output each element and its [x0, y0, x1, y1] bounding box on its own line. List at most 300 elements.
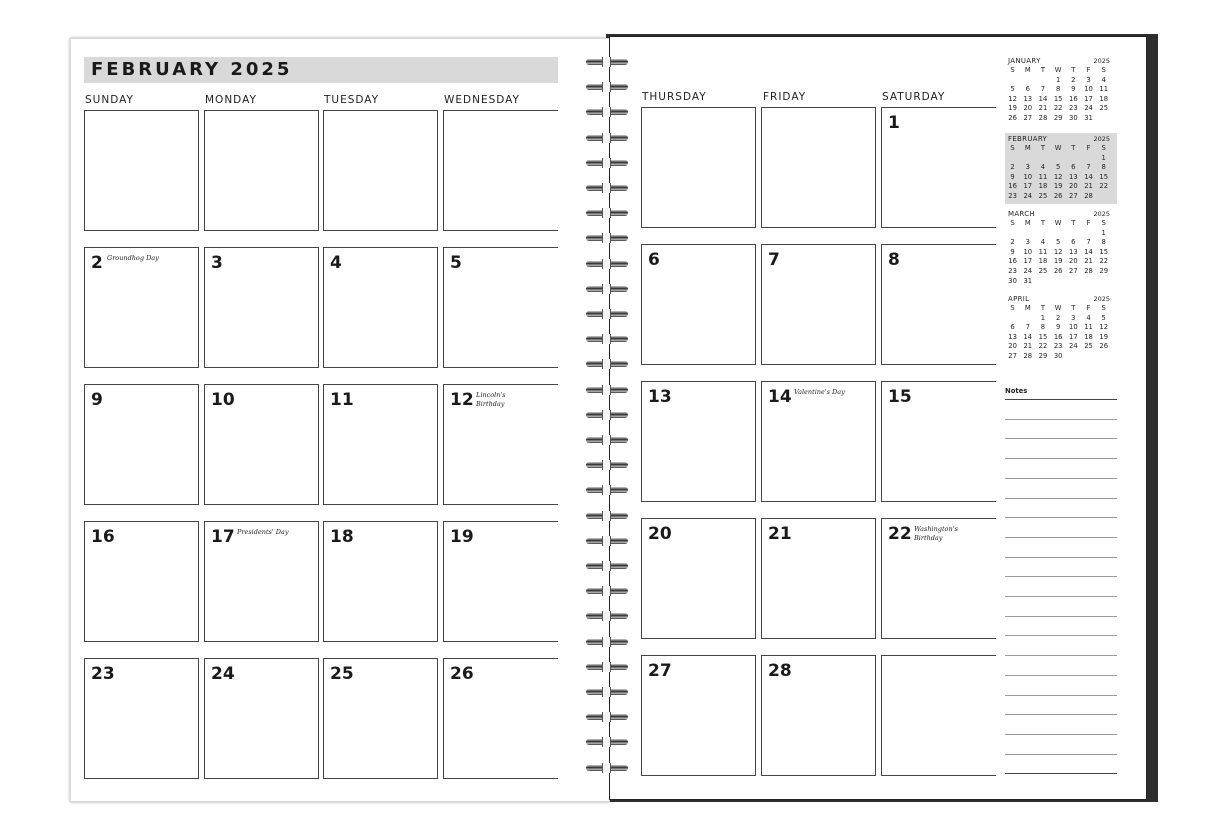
day-number: 18 — [330, 527, 354, 547]
mini-day: 25 — [1038, 266, 1048, 275]
mini-day — [1081, 154, 1096, 164]
day-number: 28 — [768, 661, 792, 681]
mini-day: 20 — [1069, 257, 1078, 266]
day-cell — [84, 384, 199, 505]
mini-day — [1096, 352, 1111, 362]
mini-day: 24 — [1084, 104, 1093, 113]
mini-day: 8 — [1101, 163, 1106, 172]
mini-week-row — [1005, 114, 1117, 124]
mini-week-row — [1005, 76, 1117, 86]
mini-day: 1 — [1101, 153, 1106, 162]
day-cell — [443, 521, 558, 642]
mini-day: 7 — [1025, 323, 1030, 332]
mini-day: 18 — [1038, 257, 1048, 266]
day-cell — [761, 244, 876, 365]
day-cell — [84, 247, 199, 368]
day-cell — [641, 518, 756, 639]
mini-weekday: S — [1010, 144, 1015, 152]
ring-gap — [602, 107, 611, 117]
mini-day: 11 — [1038, 172, 1048, 181]
day-number: 1 — [888, 113, 900, 133]
mini-day: 20 — [1023, 104, 1033, 113]
mini-day: 11 — [1084, 323, 1093, 332]
mini-calendar-february — [1005, 133, 1117, 204]
day-number: 6 — [648, 250, 660, 270]
day-number: 20 — [648, 524, 672, 544]
mini-day: 30 — [1069, 113, 1078, 122]
ring-gap — [602, 82, 611, 92]
mini-year: 2025 — [1093, 135, 1110, 143]
mini-weekday: T — [1071, 219, 1076, 227]
mini-day: 19 — [1099, 332, 1109, 341]
spiral-ring — [586, 133, 628, 143]
ring-gap — [602, 687, 611, 697]
day-number: 27 — [648, 661, 672, 681]
mini-month-name: JANUARY — [1008, 57, 1041, 65]
mini-weekday: S — [1010, 219, 1015, 227]
day-cell — [323, 247, 438, 368]
mini-weekday: T — [1071, 66, 1076, 74]
holiday-label: Presidents' Day — [237, 528, 289, 536]
mini-day: 21 — [1038, 104, 1048, 113]
mini-day: 18 — [1099, 94, 1109, 103]
mini-day: 27 — [1069, 191, 1078, 200]
note-line — [1005, 616, 1117, 617]
mini-day: 18 — [1084, 332, 1093, 341]
mini-day: 3 — [1025, 238, 1030, 247]
mini-week-row — [1005, 342, 1117, 352]
day-cell — [204, 384, 319, 505]
mini-week-row — [1005, 95, 1117, 105]
mini-weekday: F — [1086, 66, 1091, 74]
mini-day: 16 — [1069, 94, 1078, 103]
mini-weekday: F — [1086, 219, 1091, 227]
mini-day: 3 — [1025, 163, 1030, 172]
mini-day: 29 — [1038, 351, 1048, 360]
mini-weekday: M — [1024, 66, 1031, 74]
mini-day: 20 — [1069, 182, 1078, 191]
day-number: 26 — [450, 664, 474, 684]
note-line — [1005, 399, 1117, 400]
mini-weekday: S — [1010, 304, 1015, 312]
note-line — [1005, 596, 1117, 597]
note-line — [1005, 537, 1117, 538]
spiral-ring — [586, 158, 628, 168]
mini-weekday: T — [1040, 304, 1046, 312]
day-header-sunday: SUNDAY — [85, 94, 134, 106]
day-cell — [881, 655, 996, 776]
mini-day: 11 — [1099, 85, 1109, 94]
note-line — [1005, 517, 1117, 518]
mini-day: 17 — [1023, 257, 1033, 266]
spiral-ring — [586, 712, 628, 722]
mini-weekday: W — [1054, 66, 1062, 74]
day-cell — [323, 110, 438, 231]
month-title: FEBRUARY 2025 — [91, 59, 293, 80]
mini-week-row — [1005, 333, 1117, 343]
mini-weekday: M — [1024, 144, 1031, 152]
day-cell — [443, 110, 558, 231]
mini-weekday: T — [1040, 144, 1046, 152]
mini-day: 10 — [1023, 172, 1033, 181]
mini-day: 10 — [1084, 85, 1093, 94]
note-line — [1005, 714, 1117, 715]
ring-gap — [602, 158, 611, 168]
mini-day — [1081, 277, 1096, 287]
mini-day: 22 — [1099, 182, 1109, 191]
mini-day: 6 — [1025, 85, 1030, 94]
mini-day: 6 — [1010, 323, 1015, 332]
note-line — [1005, 419, 1117, 420]
day-cell — [84, 521, 199, 642]
mini-day — [1066, 229, 1081, 239]
day-number: 19 — [450, 527, 474, 547]
spiral-ring — [586, 284, 628, 294]
mini-day — [1005, 154, 1020, 164]
mini-day: 5 — [1055, 163, 1061, 172]
mini-day: 15 — [1053, 94, 1063, 103]
spiral-ring — [586, 511, 628, 521]
ring-gap — [602, 536, 611, 546]
spiral-ring — [586, 233, 628, 243]
mini-week-row — [1005, 238, 1117, 248]
mini-day: 24 — [1023, 266, 1033, 275]
mini-day: 13 — [1069, 172, 1078, 181]
mini-day: 17 — [1069, 332, 1078, 341]
mini-day: 9 — [1010, 172, 1015, 181]
spiral-ring — [586, 737, 628, 747]
day-cell — [761, 107, 876, 228]
day-number: 17 — [211, 527, 235, 547]
mini-day: 2 — [1071, 75, 1076, 84]
mini-day: 16 — [1008, 257, 1017, 266]
ring-gap — [602, 259, 611, 269]
mini-day: 30 — [1053, 351, 1063, 360]
mini-day: 21 — [1084, 257, 1093, 266]
mini-day: 1 — [1055, 75, 1061, 84]
mini-day: 8 — [1055, 85, 1061, 94]
mini-month-name: MARCH — [1008, 210, 1035, 218]
day-header-saturday: SATURDAY — [882, 91, 946, 103]
day-number: 22 — [888, 524, 912, 544]
day-cell — [641, 655, 756, 776]
mini-day — [1051, 154, 1066, 164]
mini-year: 2025 — [1093, 210, 1110, 218]
ring-gap — [602, 57, 611, 67]
mini-day: 25 — [1038, 191, 1048, 200]
mini-calendar-january — [1005, 57, 1117, 124]
mini-day: 28 — [1084, 191, 1093, 200]
day-number: 12 — [450, 390, 474, 410]
mini-day: 23 — [1069, 104, 1078, 113]
mini-day: 1 — [1101, 228, 1106, 237]
mini-weekday: F — [1086, 144, 1091, 152]
spiral-ring — [586, 637, 628, 647]
day-number: 25 — [330, 664, 354, 684]
day-cell — [323, 384, 438, 505]
mini-day: 2 — [1010, 163, 1015, 172]
day-number: 3 — [211, 253, 223, 273]
mini-day: 22 — [1038, 342, 1048, 351]
day-number: 21 — [768, 524, 792, 544]
mini-day: 13 — [1008, 332, 1017, 341]
mini-day: 26 — [1099, 342, 1109, 351]
mini-day: 12 — [1053, 247, 1063, 256]
mini-calendar-april — [1005, 295, 1117, 362]
mini-day — [1035, 277, 1050, 287]
day-cell — [761, 518, 876, 639]
mini-day: 15 — [1099, 247, 1109, 256]
mini-day: 3 — [1086, 75, 1091, 84]
day-cell — [323, 521, 438, 642]
mini-day: 27 — [1008, 351, 1017, 360]
mini-day — [1035, 229, 1050, 239]
note-line — [1005, 695, 1117, 696]
mini-day: 18 — [1038, 182, 1048, 191]
mini-week-row — [1005, 248, 1117, 258]
mini-day: 6 — [1071, 238, 1076, 247]
mini-day — [1035, 154, 1050, 164]
mini-day: 5 — [1055, 238, 1061, 247]
mini-year: 2025 — [1093, 57, 1110, 65]
mini-day — [1081, 352, 1096, 362]
note-line — [1005, 773, 1117, 774]
mini-calendar-march — [1005, 210, 1117, 286]
mini-day: 28 — [1023, 351, 1033, 360]
holiday-label: Groundhog Day — [107, 254, 159, 262]
mini-day: 31 — [1084, 113, 1093, 122]
day-number: 5 — [450, 253, 462, 273]
day-number: 11 — [330, 390, 354, 410]
day-cell — [641, 107, 756, 228]
day-cell — [881, 381, 996, 502]
mini-day: 5 — [1010, 85, 1015, 94]
mini-weekday: T — [1040, 219, 1046, 227]
spiral-ring — [586, 82, 628, 92]
mini-day: 21 — [1084, 182, 1093, 191]
day-cell — [881, 244, 996, 365]
mini-week-row — [1005, 85, 1117, 95]
day-cell — [204, 658, 319, 779]
day-cell — [881, 107, 996, 228]
mini-weekday-row — [1005, 219, 1117, 229]
mini-day: 23 — [1053, 342, 1063, 351]
mini-day: 24 — [1069, 342, 1078, 351]
mini-day: 10 — [1023, 247, 1033, 256]
ring-gap — [602, 233, 611, 243]
mini-day: 14 — [1084, 247, 1093, 256]
mini-day: 7 — [1086, 238, 1091, 247]
holiday-label: Washington's Birthday — [914, 525, 958, 542]
mini-day: 31 — [1023, 276, 1033, 285]
mini-weekday: F — [1086, 304, 1091, 312]
spiral-ring — [586, 183, 628, 193]
day-cell — [641, 381, 756, 502]
mini-calendar-header — [1005, 135, 1117, 144]
spiral-ring — [586, 536, 628, 546]
mini-weekday: S — [1101, 66, 1106, 74]
mini-day — [1051, 277, 1066, 287]
mini-day — [1005, 76, 1020, 86]
ring-gap — [602, 511, 611, 521]
spiral-ring — [586, 359, 628, 369]
day-cell — [204, 247, 319, 368]
spiral-ring — [586, 435, 628, 445]
mini-day — [1066, 277, 1081, 287]
mini-day: 13 — [1023, 94, 1033, 103]
mini-day: 16 — [1008, 182, 1017, 191]
mini-day: 13 — [1069, 247, 1078, 256]
spiral-ring — [586, 561, 628, 571]
mini-week-row — [1005, 352, 1117, 362]
ring-gap — [602, 309, 611, 319]
mini-weekday: W — [1054, 304, 1062, 312]
note-line — [1005, 754, 1117, 755]
day-number: 24 — [211, 664, 235, 684]
day-cell — [84, 110, 199, 231]
mini-day: 23 — [1008, 191, 1017, 200]
mini-week-row — [1005, 323, 1117, 333]
day-number: 2 — [91, 253, 103, 273]
mini-day: 19 — [1008, 104, 1017, 113]
mini-week-row — [1005, 229, 1117, 239]
day-header-friday: FRIDAY — [763, 91, 807, 103]
mini-weekday-row — [1005, 304, 1117, 314]
mini-day: 27 — [1023, 113, 1033, 122]
mini-week-row — [1005, 314, 1117, 324]
mini-day: 17 — [1023, 182, 1033, 191]
month-title-bar — [84, 57, 558, 83]
mini-day: 1 — [1040, 313, 1046, 322]
day-number: 10 — [211, 390, 235, 410]
ring-gap — [602, 284, 611, 294]
mini-day: 21 — [1023, 342, 1033, 351]
spiral-ring — [586, 385, 628, 395]
mini-weekday: T — [1071, 144, 1076, 152]
mini-day — [1020, 76, 1035, 86]
mini-weekday: S — [1101, 144, 1106, 152]
day-number: 16 — [91, 527, 115, 547]
mini-day: 29 — [1053, 113, 1063, 122]
mini-day: 12 — [1008, 94, 1017, 103]
mini-day: 27 — [1069, 266, 1078, 275]
day-cell — [204, 521, 319, 642]
note-line — [1005, 557, 1117, 558]
mini-week-row — [1005, 267, 1117, 277]
note-line — [1005, 576, 1117, 577]
note-line — [1005, 734, 1117, 735]
mini-day: 14 — [1023, 332, 1033, 341]
mini-day: 22 — [1053, 104, 1063, 113]
mini-day: 4 — [1040, 238, 1046, 247]
mini-day — [1035, 76, 1050, 86]
ring-gap — [602, 561, 611, 571]
spiral-ring — [586, 662, 628, 672]
ring-gap — [602, 611, 611, 621]
ring-gap — [602, 662, 611, 672]
mini-day: 9 — [1010, 247, 1015, 256]
mini-day: 12 — [1053, 172, 1063, 181]
holiday-label: Lincoln's Birthday — [476, 391, 506, 408]
mini-day — [1096, 114, 1111, 124]
mini-day: 15 — [1099, 172, 1109, 181]
mini-day: 9 — [1071, 85, 1076, 94]
day-number: 4 — [330, 253, 342, 273]
day-cell — [204, 110, 319, 231]
mini-week-row — [1005, 163, 1117, 173]
mini-day: 5 — [1101, 313, 1106, 322]
mini-day: 25 — [1099, 104, 1109, 113]
mini-day: 4 — [1040, 163, 1046, 172]
ring-gap — [602, 410, 611, 420]
mini-week-row — [1005, 104, 1117, 114]
mini-day: 19 — [1053, 257, 1063, 266]
note-line — [1005, 498, 1117, 499]
mini-day — [1081, 229, 1096, 239]
mini-day — [1096, 277, 1111, 287]
day-cell — [881, 518, 996, 639]
holiday-label: Valentine's Day — [794, 388, 845, 396]
mini-day: 28 — [1084, 266, 1093, 275]
mini-day: 6 — [1071, 163, 1076, 172]
mini-year: 2025 — [1093, 295, 1110, 303]
note-line — [1005, 635, 1117, 636]
note-line — [1005, 655, 1117, 656]
mini-day — [1066, 154, 1081, 164]
day-number: 23 — [91, 664, 115, 684]
mini-day: 23 — [1008, 266, 1017, 275]
note-line — [1005, 458, 1117, 459]
day-cell — [443, 658, 558, 779]
mini-day — [1020, 229, 1035, 239]
mini-day: 8 — [1101, 238, 1106, 247]
mini-day: 30 — [1008, 276, 1017, 285]
spiral-ring — [586, 763, 628, 773]
mini-weekday: S — [1101, 219, 1106, 227]
day-cell — [443, 247, 558, 368]
note-line — [1005, 478, 1117, 479]
mini-week-row — [1005, 182, 1117, 192]
mini-weekday-row — [1005, 144, 1117, 154]
ring-gap — [602, 460, 611, 470]
ring-gap — [602, 485, 611, 495]
mini-day: 10 — [1069, 323, 1078, 332]
ring-gap — [602, 737, 611, 747]
mini-day: 12 — [1099, 323, 1109, 332]
mini-day: 7 — [1086, 163, 1091, 172]
mini-day — [1051, 229, 1066, 239]
spiral-ring — [586, 611, 628, 621]
ring-gap — [602, 208, 611, 218]
mini-day: 15 — [1038, 332, 1048, 341]
spiral-ring — [586, 687, 628, 697]
mini-weekday: T — [1071, 304, 1076, 312]
mini-weekday: M — [1024, 304, 1031, 312]
spiral-ring — [586, 259, 628, 269]
mini-day: 11 — [1038, 247, 1048, 256]
mini-day: 14 — [1038, 94, 1048, 103]
day-header-thursday: THURSDAY — [642, 91, 707, 103]
spiral-ring — [586, 57, 628, 67]
mini-day — [1096, 192, 1111, 202]
mini-day: 26 — [1008, 113, 1017, 122]
ring-gap — [602, 133, 611, 143]
day-cell — [323, 658, 438, 779]
day-cell — [443, 384, 558, 505]
mini-week-row — [1005, 173, 1117, 183]
mini-weekday: T — [1040, 66, 1046, 74]
mini-week-row — [1005, 277, 1117, 287]
